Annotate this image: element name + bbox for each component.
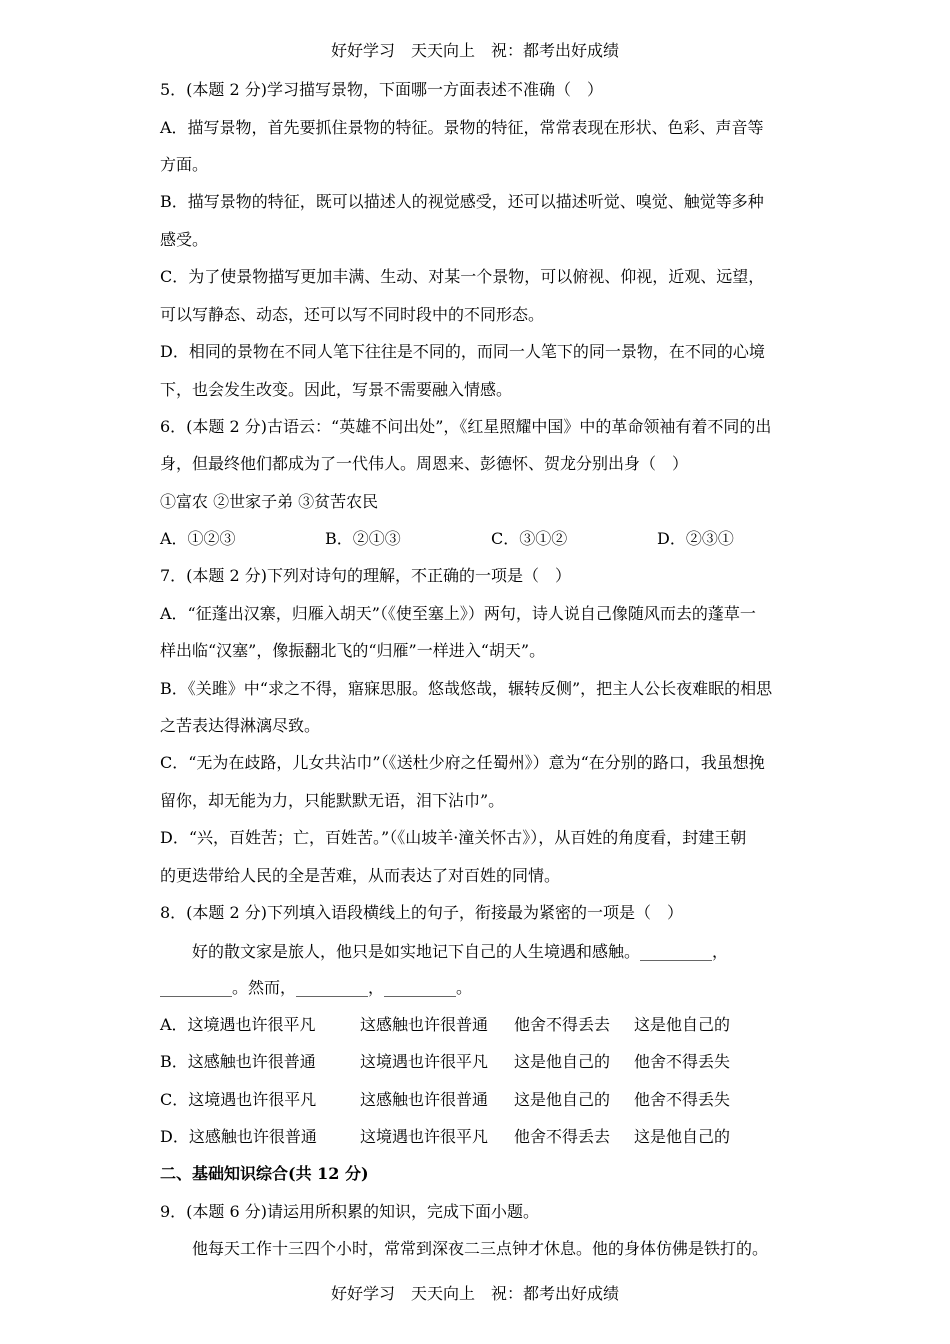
q7-option-d: D．“兴，百姓苦；亡，百姓苦。”（《山坡羊·潼关怀古》），从百姓的角度看，封建王朝 bbox=[160, 828, 747, 847]
q8-passage: 好的散文家是旅人，他只是如实地记下自己的人生境遇和感触。_________， bbox=[192, 942, 729, 961]
q9-passage: 他每天工作十三四个小时，常常到深夜二三点钟才休息。他的身体仿佛是铁打的。 bbox=[192, 1239, 769, 1258]
q8-option-c-part2: 这感触也许很普通 bbox=[360, 1090, 489, 1109]
q5-option-c: C．为了使景物描写更加丰满、生动、对某一个景物，可以俯视、仰视，近观、远望， bbox=[160, 267, 765, 286]
q5-option-b: B．描写景物的特征，既可以描述人的视觉感受，还可以描述听觉、嗅觉、触觉等多种 bbox=[160, 192, 764, 211]
q8-option-c-part4: 他舍不得丢失 bbox=[634, 1090, 731, 1109]
q7-option-d-cont: 的更迭带给人民的全是苦难，从而表达了对百姓的同情。 bbox=[160, 866, 561, 885]
q8-option-d-part4: 这是他自己的 bbox=[634, 1127, 731, 1146]
q7-option-c-cont: 留你，却无能为力，只能默默无语，泪下沾巾”。 bbox=[160, 791, 505, 810]
q6-items: ①富农 ②世家子弟 ③贫苦农民 bbox=[160, 492, 379, 511]
q7-option-a: A．“征蓬出汉寨，归雁入胡天”（《使至塞上》）两句，诗人说自己像随风而去的蓬草一 bbox=[160, 604, 756, 623]
q7-stem: 7．(本题 2 分)下列对诗句的理解，不正确的一项是（ ） bbox=[160, 566, 572, 585]
q8-option-a-part2: 这感触也许很普通 bbox=[360, 1015, 489, 1034]
q5-option-a: A．描写景物，首先要抓住景物的特征。景物的特征，常常表现在形状、色彩、声音等 bbox=[160, 118, 764, 137]
q6-option-d: D．②③① bbox=[657, 529, 734, 548]
q5-option-a-cont: 方面。 bbox=[160, 155, 209, 174]
q8-option-a-part4: 这是他自己的 bbox=[634, 1015, 731, 1034]
q8-option-a-part3: 他舍不得丢去 bbox=[514, 1015, 611, 1034]
q5-option-b-cont: 感受。 bbox=[160, 230, 209, 249]
q6-option-c: C．③①② bbox=[491, 529, 568, 548]
q6-stem: 6．(本题 2 分)古语云：“英雄不问出处”，《红星照耀中国》中的革命领袖有着不同的出 bbox=[160, 417, 772, 436]
q8-option-a-part1: A．这境遇也许很平凡 bbox=[160, 1015, 316, 1034]
q6-stem-cont: 身，但最终他们都成为了一代伟人。周恩来、彭德怀、贺龙分别出身（ ） bbox=[160, 454, 689, 473]
page-footer: 好好学习 天天向上 祝：都考出好成绩 bbox=[330, 1284, 619, 1303]
q8-option-d-part2: 这境遇也许很平凡 bbox=[360, 1127, 489, 1146]
q7-option-a-cont: 样出临“汉塞”，像振翻北飞的“归雁”一样进入“胡天”。 bbox=[160, 641, 546, 660]
q8-option-b-part3: 这是他自己的 bbox=[514, 1052, 611, 1071]
q5-stem: 5．(本题 2 分)学习描写景物，下面哪一方面表述不准确（ ） bbox=[160, 80, 604, 99]
q8-passage-cont: _________。然而，_________，_________。 bbox=[160, 978, 473, 997]
q8-option-d-part1: D．这感触也许很普通 bbox=[160, 1127, 317, 1146]
q5-option-c-cont: 可以写静态、动态，还可以写不同时段中的不同形态。 bbox=[160, 305, 545, 324]
q6-option-a: A．①②③ bbox=[160, 529, 236, 548]
q8-option-c-part3: 这是他自己的 bbox=[514, 1090, 611, 1109]
page-header: 好好学习 天天向上 祝：都考出好成绩 bbox=[330, 41, 619, 60]
section-heading: 二、基础知识综合(共 12 分) bbox=[160, 1164, 369, 1183]
q9-stem: 9．(本题 6 分)请运用所积累的知识，完成下面小题。 bbox=[160, 1202, 540, 1221]
q8-option-b-part4: 他舍不得丢失 bbox=[634, 1052, 731, 1071]
q6-option-b: B．②①③ bbox=[325, 529, 401, 548]
q7-option-b: B．《关雎》中“求之不得，寤寐思服。悠哉悠哉，辗转反侧”，把主人公长夜难眠的相思 bbox=[160, 679, 773, 698]
q8-option-d-part3: 他舍不得丢去 bbox=[514, 1127, 611, 1146]
q5-option-d-cont: 下，也会发生改变。因此，写景不需要融入情感。 bbox=[160, 380, 513, 399]
q8-option-b-part2: 这境遇也许很平凡 bbox=[360, 1052, 489, 1071]
q5-option-d: D．相同的景物在不同人笔下往往是不同的，而同一人笔下的同一景物，在不同的心境 bbox=[160, 342, 765, 361]
q7-option-b-cont: 之苦表达得淋漓尽致。 bbox=[160, 716, 321, 735]
q7-option-c: C．“无为在歧路，儿女共沾巾”（《送杜少府之任蜀州》）意为“在分别的路口，我虽想挽 bbox=[160, 753, 765, 772]
q8-stem: 8．(本题 2 分)下列填入语段横线上的句子，衔接最为紧密的一项是（ ） bbox=[160, 903, 684, 922]
q8-option-c-part1: C．这境遇也许很平凡 bbox=[160, 1090, 317, 1109]
q8-option-b-part1: B．这感触也许很普通 bbox=[160, 1052, 316, 1071]
